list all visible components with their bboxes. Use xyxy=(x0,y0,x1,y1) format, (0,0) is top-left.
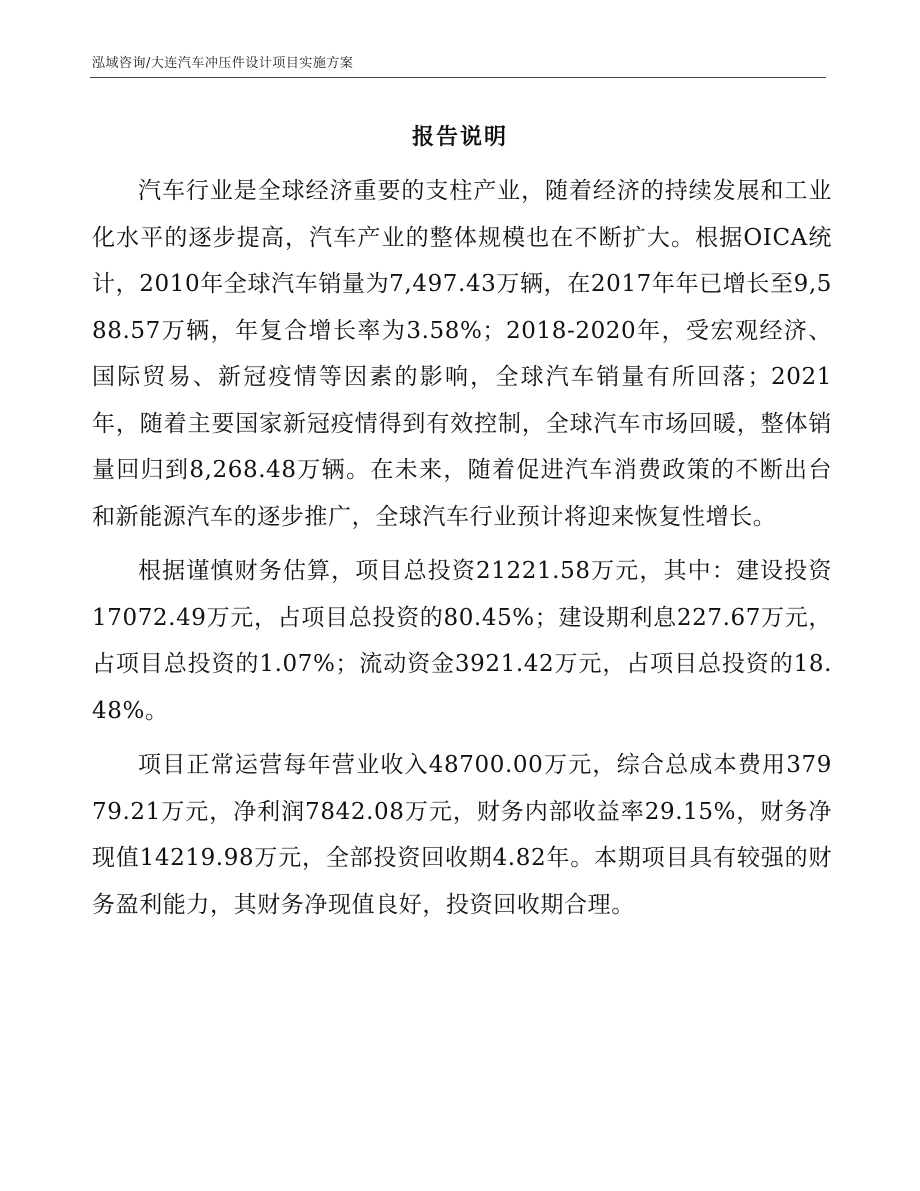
paragraph-investment-estimate: 根据谨慎财务估算，项目总投资21221.58万元，其中：建设投资17072.49万元，占项目总投资的80.45%；建设期利息227.67万元，占项目总投资的1.07%；流动资金3921.42万元，占项目总投资的18.48%。 xyxy=(92,558,832,724)
running-header: 泓域咨询/大连汽车冲压件设计项目实施方案 xyxy=(92,56,354,71)
report-body xyxy=(92,168,832,928)
paragraph-industry-overview: 汽车行业是全球经济重要的支柱产业，随着经济的持续发展和工业化水平的逐步提高，汽车产业的整体规模也在不断扩大。根据OICA统计，2010年全球汽车销量为7,497.43万辆，在2017年年已增长至9,588.57万辆，年复合增长率为3.58%；2018-2020年，受宏观经济、国际贸易、新冠疫情等因素的影响，全球汽车销量有所回落；2021年，随着主要国家新冠疫情得到有效控制，全球汽车市场回暖，整体销量回归到8,268.48万辆。在未来，随着促进汽车消费政策的不断出台和新能源汽车的逐步推广，全球汽车行业预计将迎来恢复性增长。 xyxy=(92,178,832,530)
header-divider xyxy=(90,77,826,78)
page-title: 报告说明 xyxy=(411,125,508,150)
paragraph-financial-returns: 项目正常运营每年营业收入48700.00万元，综合总成本费用37979.21万元，净利润7842.08万元，财务内部收益率29.15%，财务净现值14219.98万元，全部投资回收期4.82年。本期项目具有较强的财务盈利能力，其财务净现值良好，投资回收期合理。 xyxy=(92,752,832,918)
